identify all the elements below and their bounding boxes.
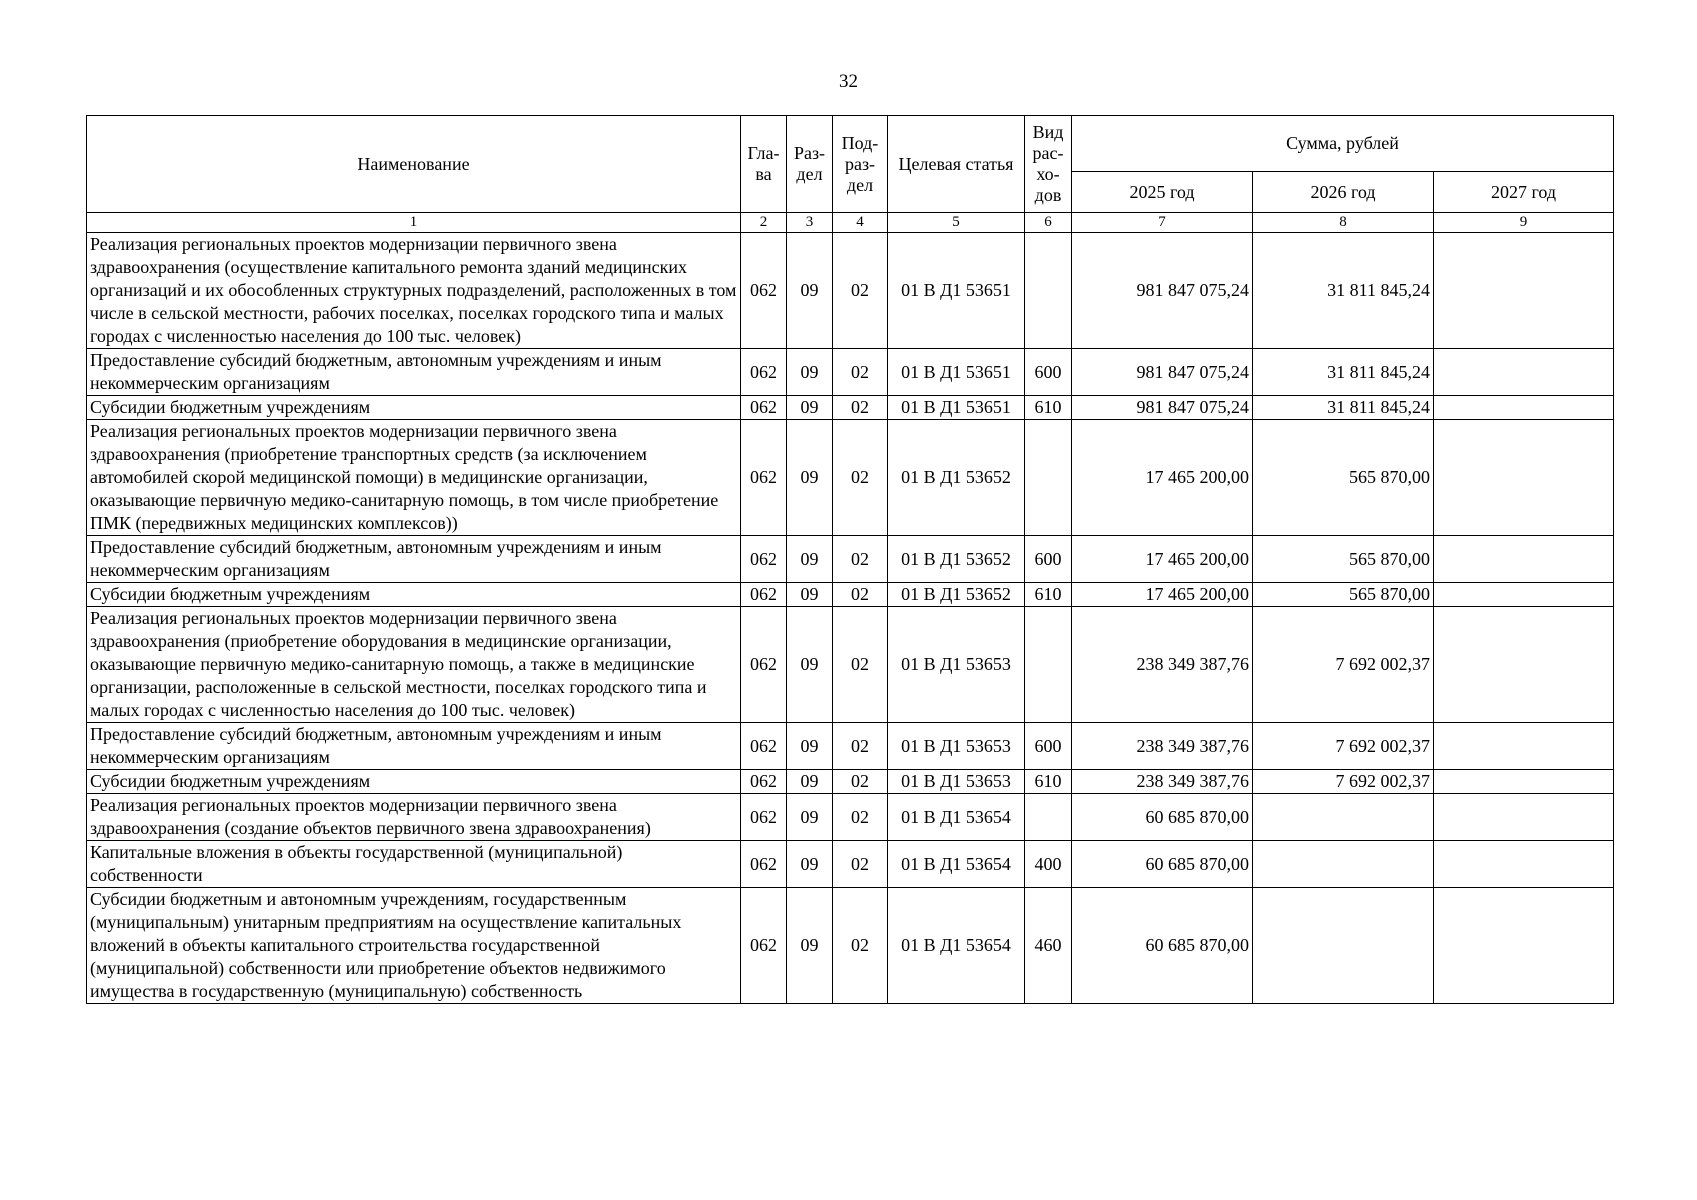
cell-name: Реализация региональных проектов модернизации первичного звена здравоохранения (приобретение оборудования в медицинские организации, оказывающие первичную медико-санитарную помощь, а также в медицинские организации, расположенные в сельской местности, поселках городского типа и малых городах с численностью населения до 100 тыс. человек)	[87, 607, 741, 723]
cell-name: Реализация региональных проектов модернизации первичного звена здравоохранения (осуществление капитального ремонта зданий медицинских организаций и их обособленных структурных подразделений, расположенных в том числе в сельской местности, рабочих поселках, поселках городского типа и малых городах с численностью населения до 100 тыс. человек)	[87, 233, 741, 349]
cell-glava: 062	[741, 233, 787, 349]
cell-celevaya-statya: 01 В Д1 53654	[888, 888, 1025, 1004]
cell-name: Реализация региональных проектов модернизации первичного звена здравоохранения (приобретение транспортных средств (за исключением автомобилей скорой медицинской помощи) в медицинские организации, оказывающие первичную медико-санитарную помощь, в том числе приобретение ПМК (передвижных медицинских комплексов))	[87, 420, 741, 536]
cell-sum-2027	[1434, 723, 1614, 770]
cell-celevaya-statya: 01 В Д1 53652	[888, 536, 1025, 583]
page-number: 32	[839, 71, 858, 92]
cell-vid-rashodov: 610	[1025, 583, 1072, 607]
cell-sum-2027	[1434, 841, 1614, 888]
cell-name: Субсидии бюджетным учреждениям	[87, 770, 741, 794]
table-row	[87, 583, 1614, 607]
cell-name: Капитальные вложения в объекты государственной (муниципальной) собственности	[87, 841, 741, 888]
cell-sum-2025: 60 685 870,00	[1072, 794, 1253, 841]
cell-glava: 062	[741, 841, 787, 888]
table-row	[87, 536, 1614, 583]
table-row	[87, 841, 1614, 888]
cell-name: Субсидии бюджетным учреждениям	[87, 396, 741, 420]
cell-vid-rashodov	[1025, 420, 1072, 536]
cell-sum-2025: 981 847 075,24	[1072, 396, 1253, 420]
cell-podrazdel: 02	[833, 349, 888, 396]
cell-sum-2026: 565 870,00	[1253, 420, 1434, 536]
cell-celevaya-statya: 01 В Д1 53654	[888, 794, 1025, 841]
cell-sum-2025: 17 465 200,00	[1072, 420, 1253, 536]
column-number-6: 6	[1025, 213, 1072, 233]
cell-glava: 062	[741, 607, 787, 723]
cell-sum-2027	[1434, 233, 1614, 349]
cell-sum-2027	[1434, 583, 1614, 607]
table-row	[87, 888, 1614, 1004]
cell-podrazdel: 02	[833, 607, 888, 723]
cell-sum-2027	[1434, 396, 1614, 420]
column-number-5: 5	[888, 213, 1025, 233]
cell-sum-2025: 238 349 387,76	[1072, 770, 1253, 794]
cell-sum-2025: 17 465 200,00	[1072, 536, 1253, 583]
cell-sum-2026	[1253, 888, 1434, 1004]
cell-vid-rashodov: 610	[1025, 396, 1072, 420]
cell-sum-2026: 31 811 845,24	[1253, 396, 1434, 420]
cell-glava: 062	[741, 583, 787, 607]
header-name: Наименование	[87, 116, 741, 213]
table-row	[87, 794, 1614, 841]
cell-sum-2027	[1434, 536, 1614, 583]
cell-razdel: 09	[787, 536, 833, 583]
budget-table	[86, 115, 1614, 1004]
cell-sum-2026	[1253, 841, 1434, 888]
column-number-8: 8	[1253, 213, 1434, 233]
column-number-4: 4	[833, 213, 888, 233]
cell-podrazdel: 02	[833, 888, 888, 1004]
table-row	[87, 396, 1614, 420]
cell-sum-2026: 565 870,00	[1253, 583, 1434, 607]
cell-podrazdel: 02	[833, 770, 888, 794]
cell-razdel: 09	[787, 583, 833, 607]
header-year-2025: 2025 год	[1072, 172, 1253, 213]
cell-name: Субсидии бюджетным учреждениям	[87, 583, 741, 607]
cell-celevaya-statya: 01 В Д1 53653	[888, 723, 1025, 770]
cell-glava: 062	[741, 536, 787, 583]
cell-name: Предоставление субсидий бюджетным, автономным учреждениям и иным некоммерческим организациям	[87, 723, 741, 770]
cell-name: Предоставление субсидий бюджетным, автономным учреждениям и иным некоммерческим организациям	[87, 349, 741, 396]
cell-vid-rashodov: 600	[1025, 536, 1072, 583]
cell-celevaya-statya: 01 В Д1 53654	[888, 841, 1025, 888]
header-vid-rashodov: Вид рас-хо-дов	[1025, 116, 1072, 213]
column-number-1: 1	[87, 213, 741, 233]
cell-podrazdel: 02	[833, 583, 888, 607]
cell-sum-2026: 565 870,00	[1253, 536, 1434, 583]
cell-vid-rashodov: 400	[1025, 841, 1072, 888]
table-row	[87, 349, 1614, 396]
cell-sum-2027	[1434, 420, 1614, 536]
cell-razdel: 09	[787, 420, 833, 536]
cell-sum-2025: 238 349 387,76	[1072, 723, 1253, 770]
cell-sum-2026: 7 692 002,37	[1253, 723, 1434, 770]
cell-sum-2026: 31 811 845,24	[1253, 233, 1434, 349]
cell-sum-2025: 17 465 200,00	[1072, 583, 1253, 607]
cell-razdel: 09	[787, 888, 833, 1004]
cell-celevaya-statya: 01 В Д1 53653	[888, 607, 1025, 723]
header-razdel: Раз-дел	[787, 116, 833, 213]
cell-razdel: 09	[787, 770, 833, 794]
column-number-7: 7	[1072, 213, 1253, 233]
cell-glava: 062	[741, 794, 787, 841]
cell-razdel: 09	[787, 723, 833, 770]
cell-vid-rashodov: 610	[1025, 770, 1072, 794]
header-glava: Гла-ва	[741, 116, 787, 213]
cell-razdel: 09	[787, 794, 833, 841]
cell-vid-rashodov: 600	[1025, 349, 1072, 396]
cell-glava: 062	[741, 888, 787, 1004]
table-row	[87, 723, 1614, 770]
column-number-3: 3	[787, 213, 833, 233]
cell-sum-2026: 7 692 002,37	[1253, 607, 1434, 723]
cell-sum-2025: 981 847 075,24	[1072, 349, 1253, 396]
header-celevaya-statya: Целевая статья	[888, 116, 1025, 213]
column-number-9: 9	[1434, 213, 1614, 233]
cell-vid-rashodov	[1025, 233, 1072, 349]
cell-podrazdel: 02	[833, 794, 888, 841]
header-year-2026: 2026 год	[1253, 172, 1434, 213]
cell-razdel: 09	[787, 396, 833, 420]
cell-celevaya-statya: 01 В Д1 53651	[888, 349, 1025, 396]
cell-glava: 062	[741, 723, 787, 770]
cell-sum-2026: 31 811 845,24	[1253, 349, 1434, 396]
cell-name: Реализация региональных проектов модернизации первичного звена здравоохранения (создание объектов первичного звена здравоохранения)	[87, 794, 741, 841]
cell-sum-2027	[1434, 794, 1614, 841]
cell-podrazdel: 02	[833, 723, 888, 770]
cell-razdel: 09	[787, 233, 833, 349]
cell-name: Предоставление субсидий бюджетным, автономным учреждениям и иным некоммерческим организациям	[87, 536, 741, 583]
cell-vid-rashodov	[1025, 607, 1072, 723]
table-row	[87, 607, 1614, 723]
cell-sum-2027	[1434, 607, 1614, 723]
cell-vid-rashodov	[1025, 794, 1072, 841]
cell-sum-2026	[1253, 794, 1434, 841]
cell-podrazdel: 02	[833, 420, 888, 536]
cell-podrazdel: 02	[833, 396, 888, 420]
cell-sum-2027	[1434, 888, 1614, 1004]
cell-razdel: 09	[787, 607, 833, 723]
header-podrazdel: Под-раз-дел	[833, 116, 888, 213]
cell-sum-2025: 60 685 870,00	[1072, 888, 1253, 1004]
cell-sum-2025: 60 685 870,00	[1072, 841, 1253, 888]
cell-sum-2025: 238 349 387,76	[1072, 607, 1253, 723]
table-row	[87, 233, 1614, 349]
cell-celevaya-statya: 01 В Д1 53651	[888, 396, 1025, 420]
cell-celevaya-statya: 01 В Д1 53651	[888, 233, 1025, 349]
cell-podrazdel: 02	[833, 536, 888, 583]
cell-razdel: 09	[787, 841, 833, 888]
table-row	[87, 770, 1614, 794]
table-row	[87, 420, 1614, 536]
cell-celevaya-statya: 01 В Д1 53652	[888, 420, 1025, 536]
column-number-2: 2	[741, 213, 787, 233]
cell-glava: 062	[741, 420, 787, 536]
cell-podrazdel: 02	[833, 233, 888, 349]
cell-celevaya-statya: 01 В Д1 53653	[888, 770, 1025, 794]
cell-sum-2027	[1434, 770, 1614, 794]
header-year-2027: 2027 год	[1434, 172, 1614, 213]
cell-celevaya-statya: 01 В Д1 53652	[888, 583, 1025, 607]
cell-glava: 062	[741, 396, 787, 420]
cell-sum-2025: 981 847 075,24	[1072, 233, 1253, 349]
cell-podrazdel: 02	[833, 841, 888, 888]
cell-sum-2027	[1434, 349, 1614, 396]
cell-vid-rashodov: 460	[1025, 888, 1072, 1004]
cell-razdel: 09	[787, 349, 833, 396]
cell-vid-rashodov: 600	[1025, 723, 1072, 770]
cell-glava: 062	[741, 349, 787, 396]
column-numbers-row	[87, 213, 1614, 233]
cell-sum-2026: 7 692 002,37	[1253, 770, 1434, 794]
cell-glava: 062	[741, 770, 787, 794]
header-summa: Сумма, рублей	[1072, 116, 1614, 172]
cell-name: Субсидии бюджетным и автономным учреждениям, государственным (муниципальным) унитарным предприятиям на осуществление капитальных вложений в объекты капитального строительства государственной (муниципальной) собственности или приобретение объектов недвижимого имущества в государственную (муниципальную) собственность	[87, 888, 741, 1004]
